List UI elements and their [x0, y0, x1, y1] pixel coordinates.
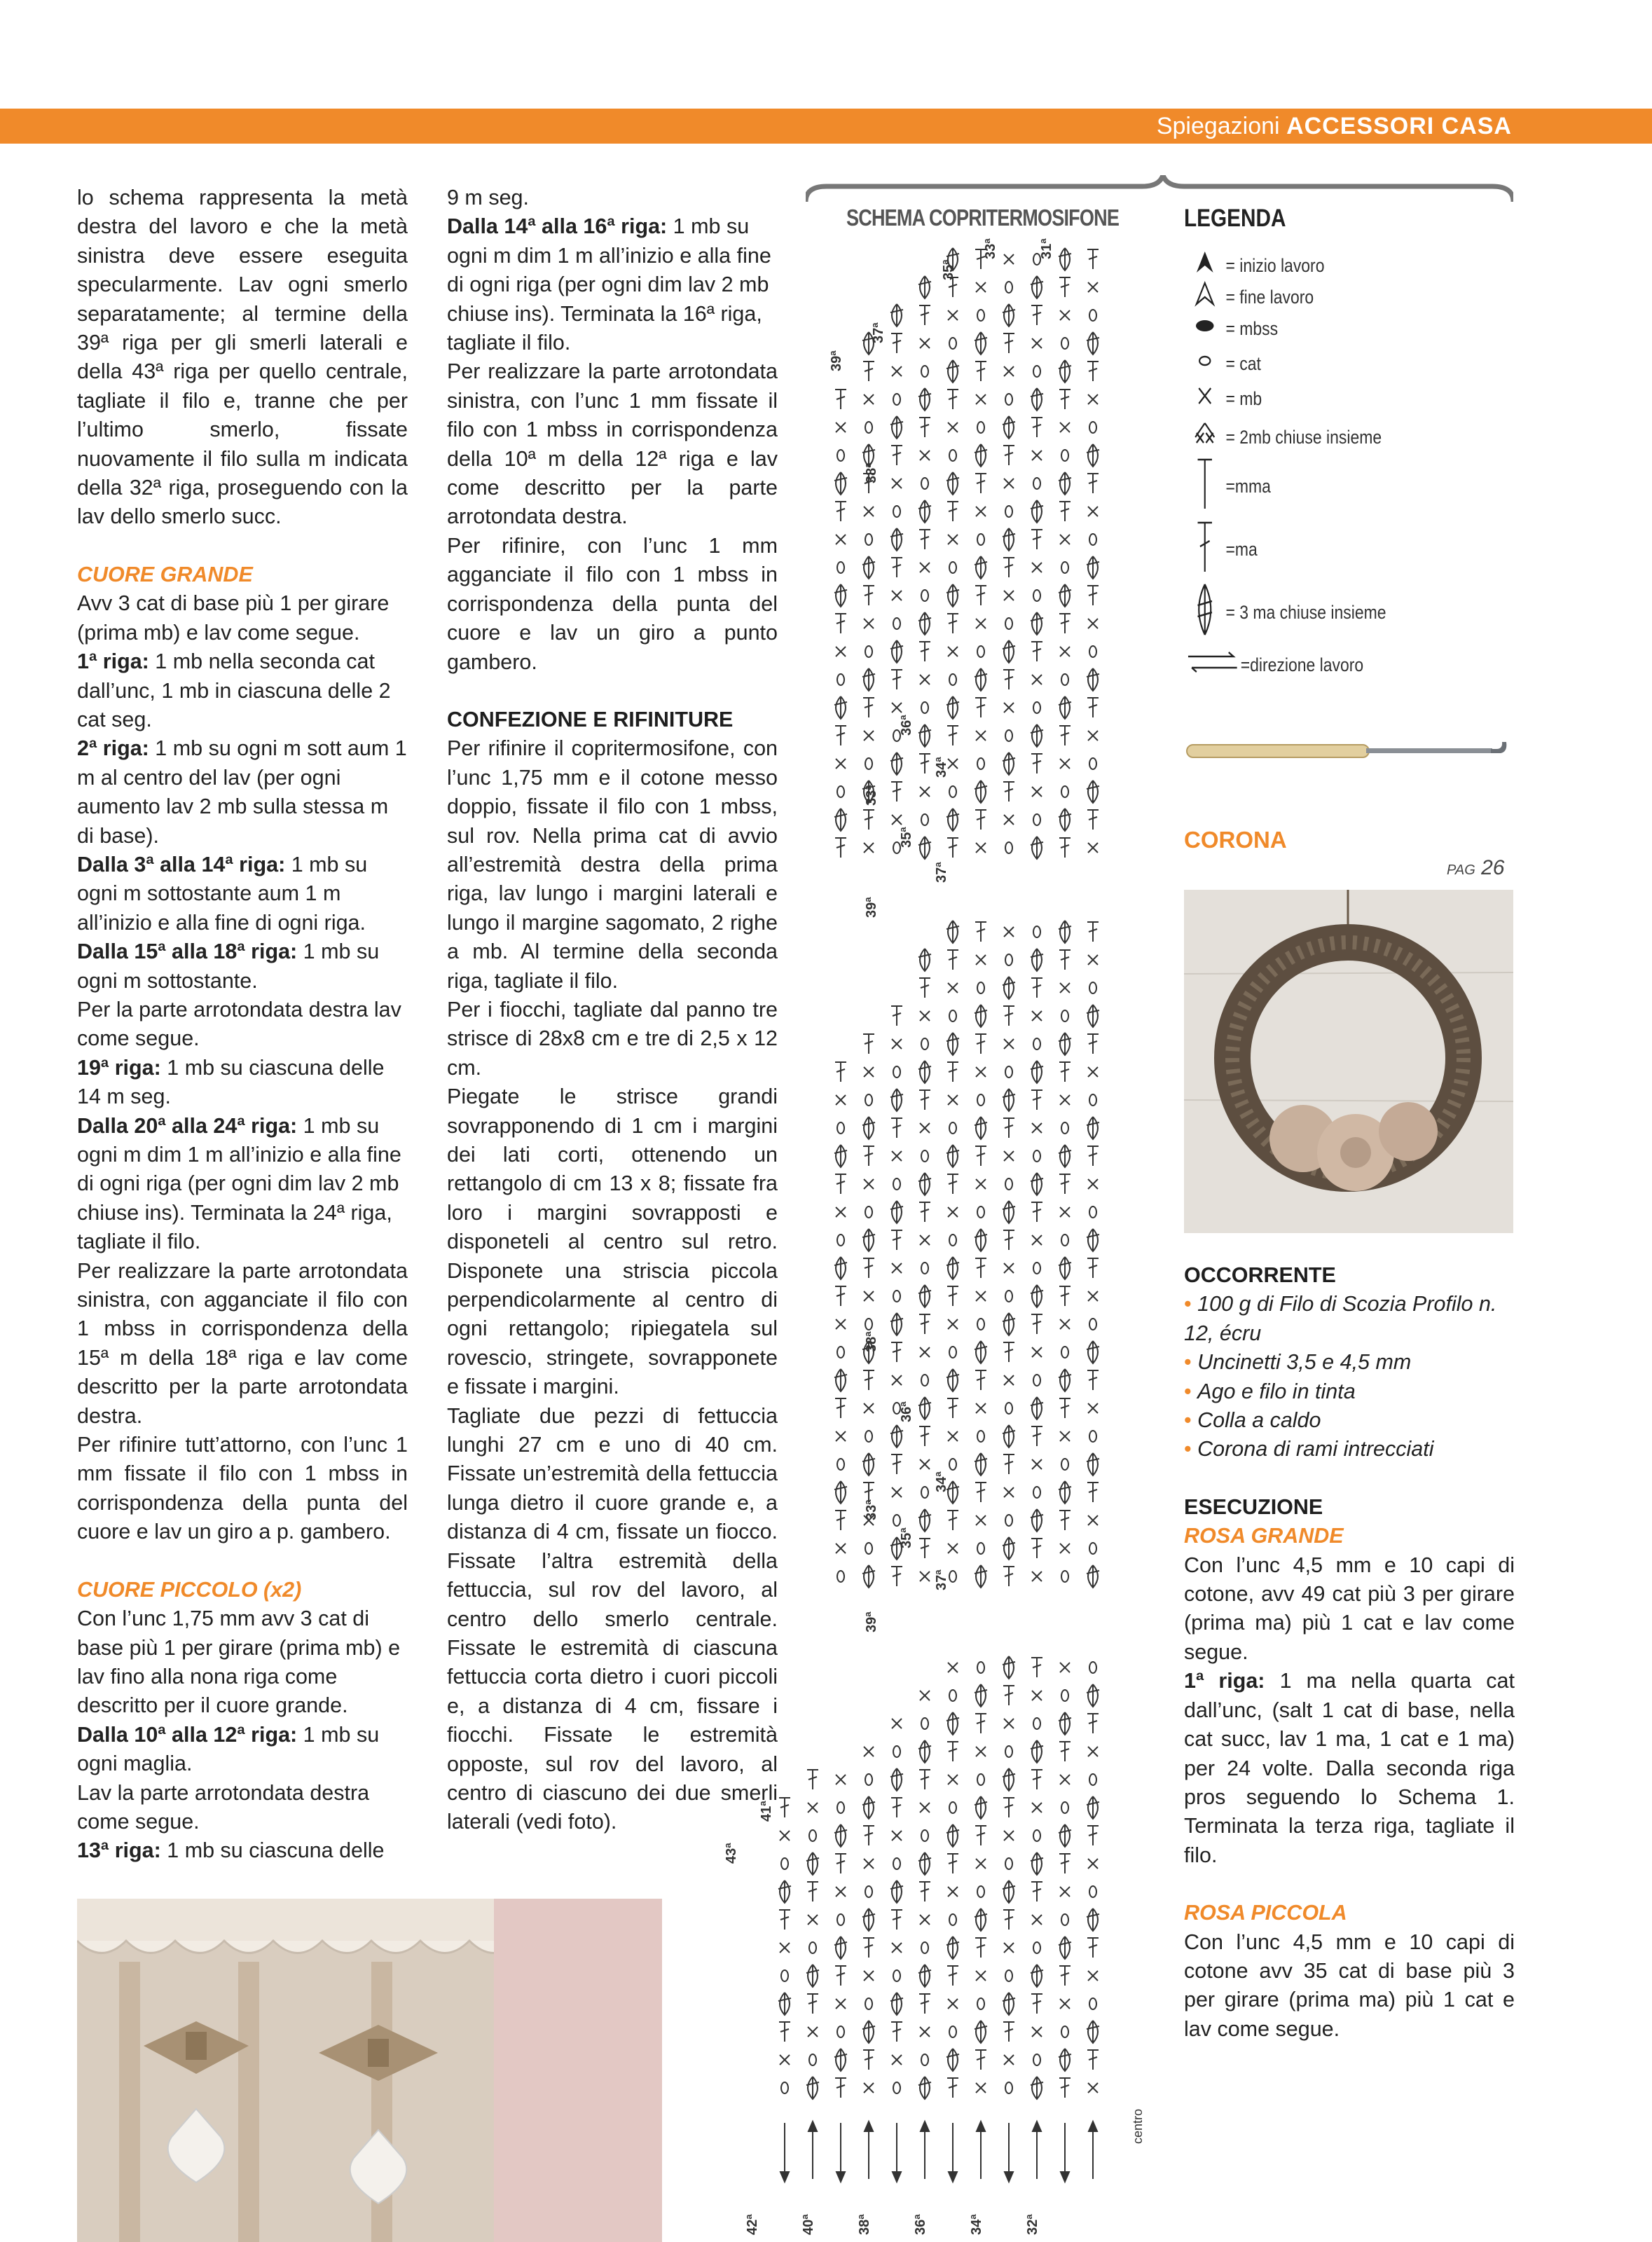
row-label: 38ª	[864, 462, 879, 483]
cg-row3-text: 1 mb su ogni m sottostante aum 1 m all’inizio e alla fine di ogni riga.	[77, 852, 368, 935]
material-item: Corona di rami intrecciati	[1197, 1437, 1434, 1462]
cg-row1-text: 1 mb nella seconda cat dall’unc, 1 mb in ciascuna delle 2 cat seg.	[77, 649, 391, 731]
list-item: • Colla a caldo	[1184, 1408, 1321, 1433]
col2-row14-label: Dalla 14ª alla 16ª riga:	[447, 214, 668, 239]
row-label: 36ª	[913, 2214, 928, 2235]
wreath-photo	[1184, 890, 1513, 1233]
rg-row1-text: 1 ma nella quarta cat dall’unc, (salt 1 cat di base, nella cat succ, lav 1 ma, 1 cat e 1 ma) per 24 volte. Dalla seconda riga pros seguendo lo Schema 1. Terminata la terza riga, tagliate il filo.	[1184, 1669, 1515, 1867]
cg-row1	[77, 647, 408, 734]
confezione-title: CONFEZIONE E RIFINITURE	[447, 707, 734, 731]
oval-icon	[1184, 350, 1226, 377]
row-label: 37ª	[934, 862, 949, 883]
legend-item	[1184, 350, 1261, 377]
row-label: 43ª	[724, 1843, 739, 1864]
bows-photo	[77, 1899, 662, 2242]
chart-title: SCHEMA COPRITERMOSIFONE	[846, 205, 1120, 231]
cg-start: Avv 3 cat di base più 1 per girare (prima mb) e lav come segue.	[77, 591, 390, 645]
start-arrow-icon	[1184, 249, 1226, 282]
cg-row1-label: 1ª riga:	[77, 649, 149, 674]
legend-title: LEGENDA	[1184, 205, 1286, 232]
row-label: 34ª	[934, 1471, 949, 1492]
row-label: 33ª	[864, 785, 879, 806]
legend-item	[1184, 249, 1324, 282]
row-label: 39ª	[829, 350, 844, 371]
mma-icon	[1184, 455, 1226, 517]
row-label: 35ª	[941, 259, 956, 280]
material-item: 100 g di Filo di Scozia Profilo n. 12, écru	[1184, 1292, 1497, 1345]
cluster-icon	[1184, 582, 1226, 643]
cg-row15-label: Dalla 15ª alla 18ª riga:	[77, 940, 298, 964]
text-column-3	[1184, 1261, 1515, 2044]
col2-sx: Per realizzare la parte arrotondata sinistra, con l’unc 1 mm fissate il filo con 1 mbss in corrispondenza della 10ª m della 12ª riga e lav come descritto per la parte arrotondata destra.	[447, 359, 778, 529]
legend-label: =mma	[1225, 475, 1271, 497]
material-item: Uncinetti 3,5 e 4,5 mm	[1197, 1350, 1412, 1375]
centro-label: centro	[1131, 2108, 1145, 2144]
col2-cont: 9 m seg.	[447, 186, 529, 209]
row-label: 32ª	[1025, 2214, 1040, 2235]
legend-label: = mb	[1225, 387, 1262, 409]
row-label: 33ª	[983, 238, 998, 259]
legend-label: = 3 ma chiuse insieme	[1225, 601, 1386, 623]
page-ref-label: PAG	[1447, 862, 1475, 878]
cg-row2-text: 1 mb su ogni m sott aum 1 m al centro del lav (per ogni aumento lav 2 mb sulla stessa m di base).	[77, 736, 407, 848]
row-label: 39ª	[864, 1611, 879, 1632]
cp-row13-label: 13ª riga:	[77, 1838, 161, 1863]
conf-text-2: Per i fiocchi, tagliate dal panno tre strisce di 28x8 cm e tre di 2,5 x 12 cm.	[447, 997, 778, 1080]
list-item: • Corona di rami intrecciati	[1184, 1437, 1434, 1462]
cp-row10	[77, 1721, 408, 1779]
row-label: 33ª	[864, 1499, 879, 1520]
legend-label: = inizio lavoro	[1225, 254, 1325, 276]
text-column-1	[77, 184, 408, 1866]
cg-row2-label: 2ª riga:	[77, 736, 149, 761]
rg-row1	[1184, 1667, 1515, 1870]
cg-row20-label: Dalla 20ª alla 24ª riga:	[77, 1113, 298, 1138]
cg-row3-label: Dalla 3ª alla 14ª riga:	[77, 852, 286, 876]
legend-item	[1184, 420, 1382, 454]
rg-row1-label: 1ª riga:	[1184, 1669, 1265, 1693]
decrease-icon	[1184, 420, 1226, 454]
cg-fin: Per rifinire tutt’attorno, con l’unc 1 mm fissate il filo con 1 mbss in corrispondenza della punta del cuore e lav un giro a p. gambero.	[77, 1433, 408, 1544]
row-label: 34ª	[969, 2214, 984, 2235]
legend-item	[1184, 385, 1262, 412]
col2-row14-text: 1 mb su ogni m dim 1 m all’inizio e alla fine di ogni riga (per ogni dim lav 2 mb chiuse ins). Terminata la 16ª riga, tagliate il filo.	[447, 214, 771, 355]
crochet-chart	[715, 231, 1163, 2242]
cg-row3	[77, 851, 408, 937]
chart-grid	[778, 248, 1099, 2099]
material-item: Colla a caldo	[1197, 1408, 1321, 1433]
legend-label: = mbss	[1225, 317, 1279, 339]
list-item: • 100 g di Filo di Scozia Profilo n. 12, écru	[1184, 1292, 1497, 1345]
cg-row19	[77, 1054, 408, 1112]
header-section: ACCESSORI CASA	[1286, 113, 1512, 139]
direction-icon	[1184, 648, 1241, 682]
conf-text-3: Piegate le strisce grandi sovrapponendo di 1 cm i margini dei lati corti, ottenendo un rettangolo di cm 13 x 8; fissate fra loro i margini sovrapposti e disponeteli al centro sul retro. Disponete una striscia piccola perpendicolarmente al centro di ogni rettangolo; ripiegatela sul rovescio, stringete, sovrapponete e fissate i margini.	[447, 1085, 778, 1399]
crochet-hook-image	[1184, 732, 1513, 767]
cp-row10-label: Dalla 10ª alla 12ª riga:	[77, 1722, 298, 1747]
header-prefix: Spiegazioni	[1156, 113, 1280, 139]
row-label: 38ª	[864, 1331, 879, 1352]
conf-text-4: Tagliate due pezzi di fettuccia lunghi 27 cm e uno di 40 cm. Fissate un’estremità della fettuccia lunga dietro il cuore grande e, a distanza di 4 cm, fissate un fiocco. Fissate l’altra estremità della fettuccia, sul rov del lavoro, al centro dello smerlo centrale. Fissate le estremità di ciascuna fettuccia corta dietro i cuori piccoli e, a distanza di 4 cm, fissare i fiocchi. Fissate le estremità opposte, sul rov del lavoro, al centro di ciascuno dei due smerli laterali (vedi foto).	[447, 1403, 778, 1834]
cg-sx: Per realizzare la parte arrotondata sinistra, con agganciate il filo con 1 mbss in corrispondenza della 15ª m della 18ª riga e lav come descritto per la parte arrotondata destra.	[77, 1258, 408, 1428]
row-label: 36ª	[899, 715, 914, 736]
legend-label: =ma	[1225, 538, 1258, 560]
rg-start: Con l’unc 4,5 mm e 10 capi di cotone, avv 49 cat più 3 per girare (prima ma) più 1 cat e lav come segue.	[1184, 1553, 1515, 1664]
row-label: 39ª	[864, 897, 879, 918]
intro-text: lo schema rappresenta la metà destra del lavoro e che la metà sinistra deve essere eseguita specularmente. Lav ogni smerlo separatamente; al termine della 39ª riga per gli smerli laterali e della 43ª riga per quello centrale, tagliate il filo e, tranne che per l’ultimo smerlo, fissate nuovamente il filo sulla m indicata della 32ª riga, proseguendo con la lav dello smerlo succ.	[77, 186, 408, 529]
legend-label: =direzione lavoro	[1240, 654, 1364, 675]
row-label: 36ª	[899, 1401, 914, 1422]
row-label: 35ª	[899, 1527, 914, 1548]
section-header	[1157, 109, 1512, 144]
cp-start: Con l’unc 1,75 mm avv 3 cat di base più 1 per girare (prima mb) e lav fino alla nona riga come descritto per il cuore grande.	[77, 1607, 401, 1718]
cp-row13-text: 1 mb su ciascuna delle	[160, 1838, 385, 1863]
legend-item	[1184, 280, 1314, 314]
cp-dx: Lav la parte arrotondata destra come segue.	[77, 1780, 370, 1834]
legend-label: = 2mb chiuse insieme	[1225, 426, 1382, 448]
row-label: 37ª	[871, 322, 886, 343]
cg-row20	[77, 1112, 408, 1257]
cross-icon	[1184, 385, 1226, 412]
rp-start: Con l’unc 4,5 mm e 10 capi di cotone avv 35 cat di base più 3 per girare (prima ma) più 1 cat e lav come segue.	[1184, 1930, 1515, 2041]
materials-list	[1184, 1290, 1515, 1464]
cg-row19-label: 19ª riga:	[77, 1055, 161, 1080]
ma-icon	[1184, 518, 1226, 580]
list-item: • Ago e filo in tinta	[1184, 1379, 1356, 1403]
conf-text-1: Per rifinire il copritermosifone, con l’unc 1,75 mm e il cotone messo doppio, fissate il filo con 1 mbss, sul rov. Nella prima cat di avvio all’estremità destra della prima riga, lav lungo i margini laterali e lungo il margine sagomato, 2 righe a mb. Al termine della seconda riga, tagliate il filo.	[447, 736, 778, 993]
list-item: • Uncinetti 3,5 e 4,5 mm	[1184, 1350, 1412, 1375]
cuore-grande-title: CUORE GRANDE	[77, 562, 253, 586]
page-ref	[1447, 856, 1504, 880]
row-label: 40ª	[801, 2214, 816, 2235]
cuore-piccolo-title: CUORE PICCOLO (x2)	[77, 1577, 302, 1602]
row-label: 35ª	[899, 827, 914, 848]
legend-item	[1184, 582, 1386, 643]
legend-item	[1184, 518, 1258, 580]
end-arrow-icon	[1184, 280, 1226, 314]
row-label: 31ª	[1039, 238, 1054, 259]
row-label: 37ª	[934, 1569, 949, 1590]
page-ref-number: 26	[1481, 856, 1505, 879]
cg-dx: Per la parte arrotondata destra lav come segue.	[77, 997, 401, 1051]
row-label: 34ª	[934, 757, 949, 778]
cg-row15	[77, 937, 408, 996]
cp-row10-text: 1 mb su ogni maglia.	[77, 1722, 380, 1776]
cg-row15-text: 1 mb su ogni m sottostante.	[77, 940, 380, 993]
esecuzione-title: ESECUZIONE	[1184, 1494, 1323, 1519]
row-label: 42ª	[745, 2214, 760, 2235]
cg-row19-text: 1 mb su ciascuna delle 14 m seg.	[77, 1055, 385, 1109]
material-item: Ago e filo in tinta	[1197, 1379, 1356, 1403]
occorrente-title: OCCORRENTE	[1184, 1263, 1336, 1287]
legend-item	[1184, 315, 1278, 342]
legend-label: = cat	[1225, 352, 1261, 374]
row-label: 41ª	[759, 1801, 774, 1822]
rosa-grande-title: ROSA GRANDE	[1184, 1524, 1344, 1548]
row-label: 38ª	[857, 2214, 872, 2235]
legend-item	[1184, 648, 1363, 682]
col2-fin: Per rifinire, con l’unc 1 mm agganciate il filo con 1 mbss in corrispondenza della punta del cuore e lav un giro a punto gambero.	[447, 533, 778, 674]
rosa-piccola-title: ROSA PICCOLA	[1184, 1901, 1347, 1925]
filled-oval-icon	[1184, 315, 1226, 342]
cg-row20-text: 1 mb su ogni m dim 1 m all’inizio e alla fine di ogni riga (per ogni dim lav 2 mb chiuse ins). Terminata la 24ª riga, tagliate il filo.	[77, 1113, 401, 1254]
legend-label: = fine lavoro	[1225, 286, 1314, 308]
legend-item	[1184, 455, 1271, 517]
cg-row2	[77, 734, 408, 851]
corona-title: CORONA	[1184, 827, 1287, 853]
cp-row13	[77, 1836, 408, 1865]
